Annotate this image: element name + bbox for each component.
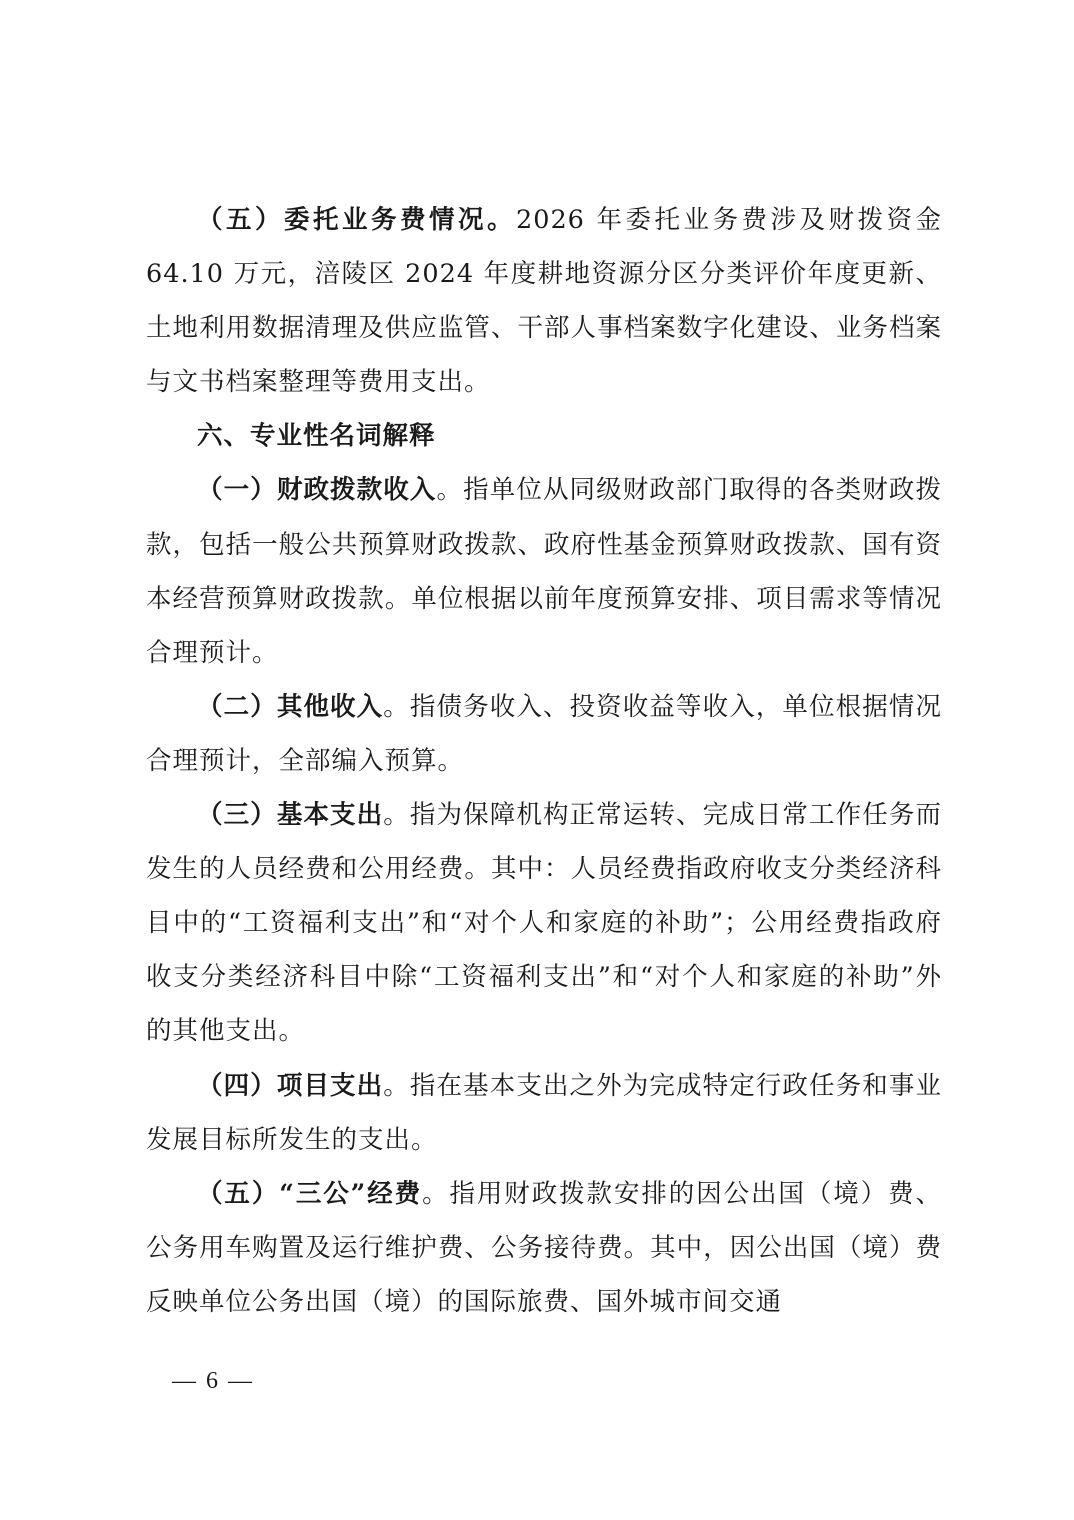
definition-fiscal-appropriation-income bbox=[146, 463, 942, 679]
definition-term: （四）项目支出 bbox=[197, 1070, 384, 1101]
definition-text: 。指为保障机构正常运转、完成日常工作任务而发生的人员经费和公用经费。其中：人员经费指政府收支分类经济科目中的“工资福利支出”和“对个人和家庭的补助”；公用经费指政府收支分类经济科目中除“工资福利支出”和“对个人和家庭的补助”外的其他支出。 bbox=[146, 800, 942, 1047]
document-body bbox=[146, 193, 942, 1329]
paragraph-entrusted-business-fee bbox=[146, 193, 942, 409]
definition-three-public-expenses bbox=[146, 1167, 942, 1329]
definition-project-expenditure bbox=[146, 1059, 942, 1167]
page-number: — 6 — bbox=[172, 1368, 254, 1394]
definition-text: 。指用财政拨款安排的因公出国（境）费、公务用车购置及运行维护费、公务接待费。其中，因公出国（境）费反映单位公务出国（境）的国际旅费、国外城市间交通 bbox=[146, 1178, 942, 1317]
definition-text: 。指单位从同级财政部门取得的各类财政拨款，包括一般公共预算财政拨款、政府性基金预算财政拨款、国有资本经营预算财政拨款。单位根据以前年度预算安排、项目需求等情况合理预计。 bbox=[146, 475, 942, 668]
paragraph-body: 2026 年委托业务费涉及财拨资金 64.10 万元，涪陵区 2024 年度耕地资源分区分类评价年度更新、土地利用数据清理及供应监管、干部人事档案数字化建设、业务档案与文书档案整理等费用支出。 bbox=[146, 205, 942, 398]
definition-term: （三）基本支出 bbox=[197, 800, 384, 831]
definition-text: 。指债务收入、投资收益等收入，单位根据情况合理预计，全部编入预算。 bbox=[146, 691, 942, 776]
definition-basic-expenditure bbox=[146, 788, 942, 1058]
definition-term: （五）“三公”经费 bbox=[197, 1178, 423, 1209]
definition-text: 。指在基本支出之外为完成特定行政任务和事业发展目标所发生的支出。 bbox=[146, 1070, 942, 1155]
section-heading: 六、专业性名词解释 bbox=[197, 421, 436, 452]
definition-other-income bbox=[146, 680, 942, 788]
paragraph-lead: （五）委托业务费情况。 bbox=[197, 205, 516, 235]
definition-term: （一）财政拨款收入 bbox=[197, 475, 437, 506]
definition-term: （二）其他收入 bbox=[197, 691, 384, 722]
